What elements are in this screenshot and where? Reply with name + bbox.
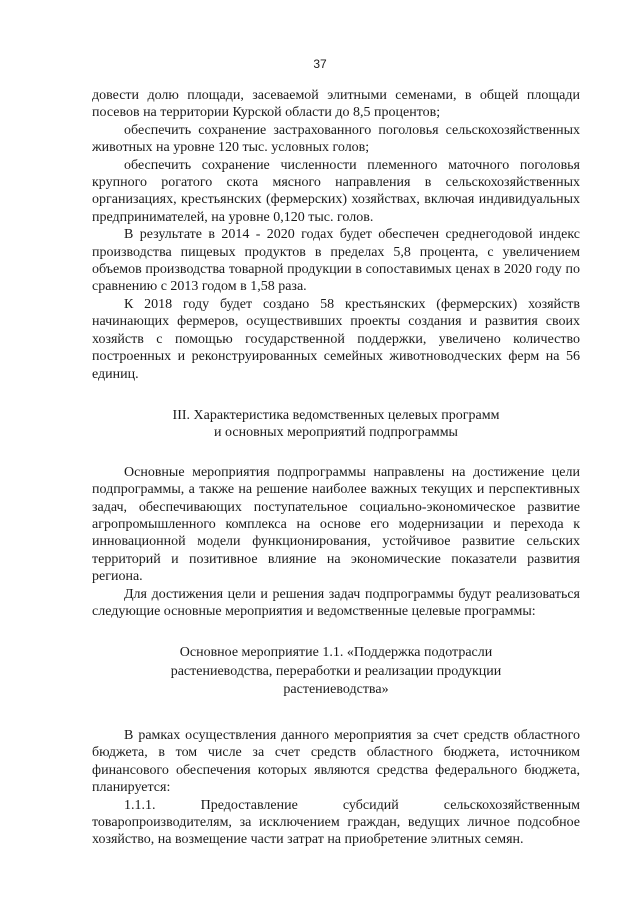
paragraph: 1.1.1. Предоставление субсидий сельскохозяйственным товаропроизводителям, за исключением граждан, ведущих личное подсобное хозяйство, на возмещение части затрат на приобретение элитных семян. [92,797,580,848]
paragraph: К 2018 году будет создано 58 крестьянских (фермерских) хозяйств начинающих фермеров, осуществивших проекты создания и развития своих хозяйств с помощью государственной поддержки, увеличено количество построенных и реконструированных семейных животноводческих ферм на 56 единиц. [92,296,580,382]
paragraph: обеспечить сохранение численности племенного маточного поголовья крупного рогатого скота мясного направления в сельскохозяйственных организациях, крестьянских (фермерских) хозяйствах, включая индивидуальных предпринимателей, на уровне 0,120 тыс. голов. [92,157,580,225]
page-number: 37 [313,57,327,71]
paragraph: Основные мероприятия подпрограммы направлены на достижение цели подпрограммы, а также на решение наиболее важных текущих и перспективных задач, обеспечивающих поступательное социально-экономическое развитие агропромышленного комплекса на основе его модернизации и перехода к инновационной модели функционирования, устойчивое развитие сельских территорий и позитивное влияние на экономические показатели развития региона. [92,464,580,585]
section-heading [92,407,580,442]
sub-heading [92,644,580,699]
document-body [92,87,580,849]
paragraph: Для достижения цели и решения задач подпрограммы будут реализоваться следующие основные мероприятия и ведомственные целевые программы: [92,586,580,619]
sub-heading-line: Основное мероприятие 1.1. «Поддержка подотрасли [179,645,493,661]
paragraph: довести долю площади, засеваемой элитными семенами, в общей площади посевов на территории Курской области до 8,5 процентов; [92,88,580,121]
section-heading-line: и основных мероприятий подпрограммы [214,425,458,441]
paragraph: обеспечить сохранение застрахованного поголовья сельскохозяйственных животных на уровне 120 тыс. условных голов; [92,122,580,156]
sub-heading-line: растениеводства» [283,681,389,697]
paragraph: В результате в 2014 - 2020 годах будет обеспечен среднегодовой индекс производства пищевых продуктов в пределах 5,8 процента, с увеличением объемов производства товарной продукции в сопоставимых ценах в 2020 году по сравнению с 2013 годом в 1,58 раза. [92,227,580,295]
section-heading-line: III. Характеристика ведомственных целевых программ [172,407,500,423]
sub-heading-line: растениеводства, переработки и реализации продукции [170,663,502,679]
paragraph: В рамках осуществления данного мероприятия за счет средств областного бюджета, в том числе за счет средств областного бюджета, источником финансового обеспечения которых являются средства федерального бюджета, планируется: [92,727,580,796]
